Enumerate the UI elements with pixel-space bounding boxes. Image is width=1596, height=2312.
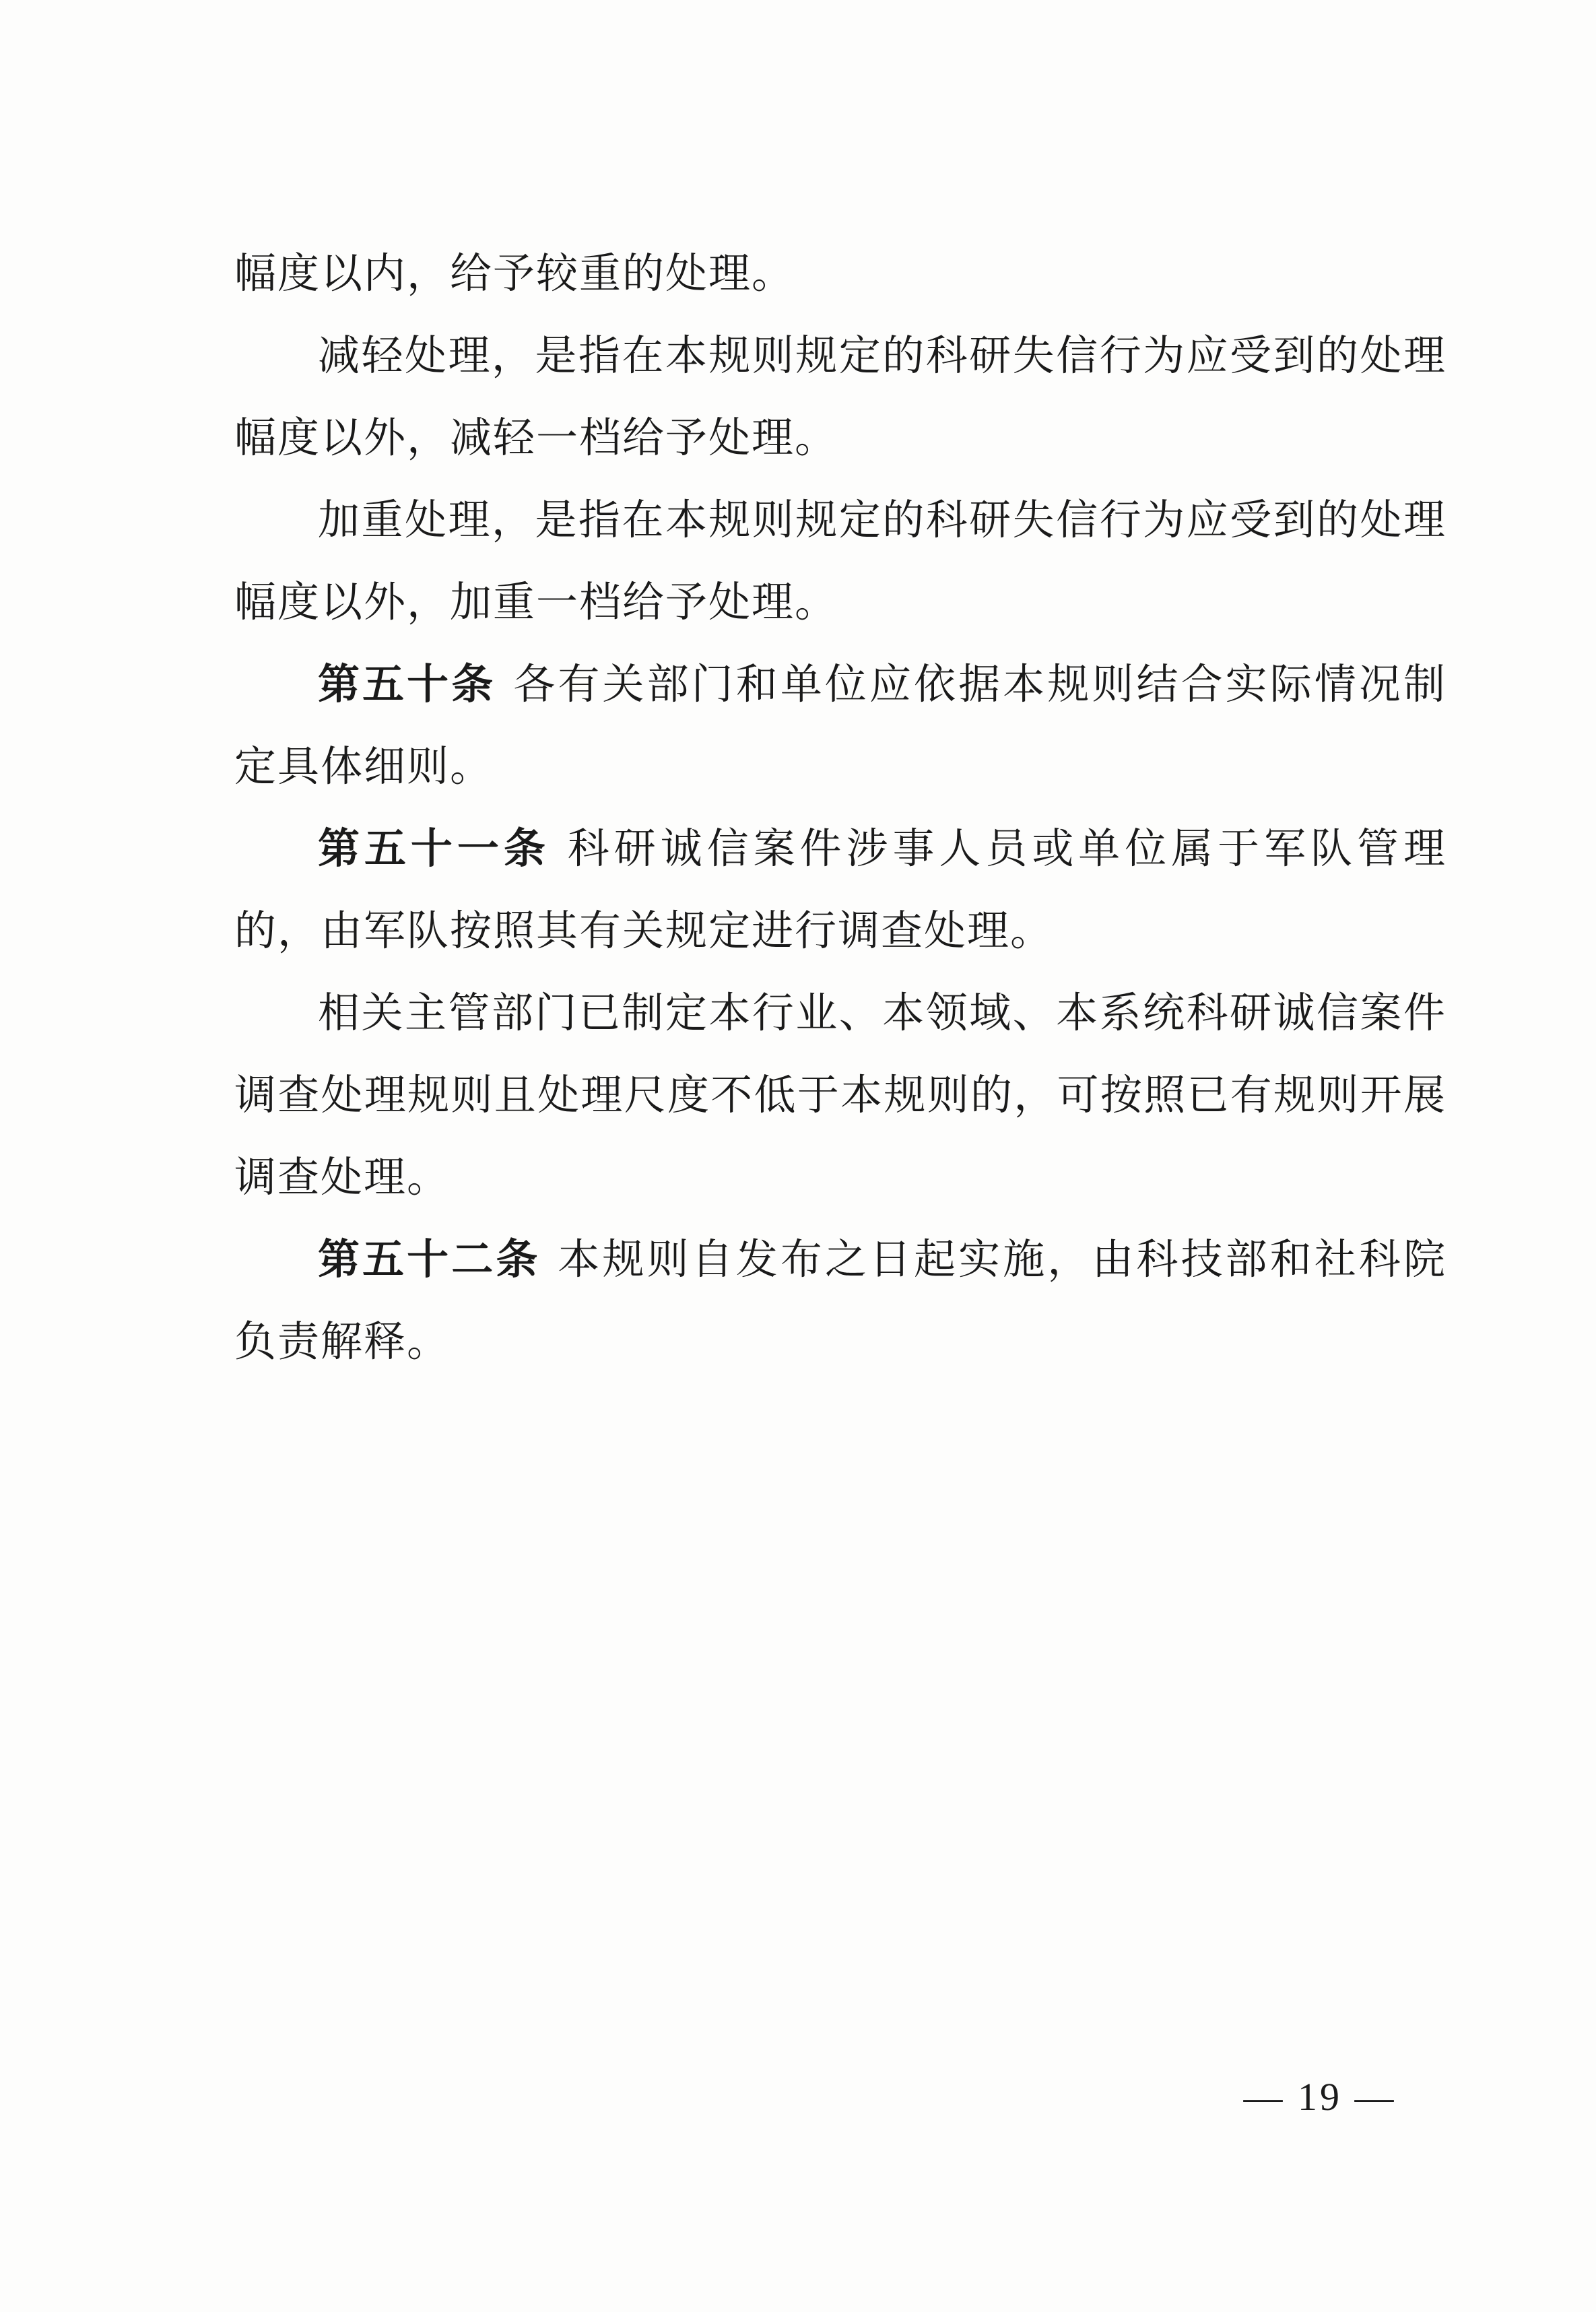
article-number: 第五十二条	[318, 1234, 541, 1284]
paragraph-text: 幅度以内，给予较重的处理。	[234, 249, 795, 298]
paragraph	[234, 972, 1447, 1218]
paragraph	[234, 479, 1447, 643]
article-number: 第五十一条	[318, 824, 550, 873]
paragraph-text: 加重处理，是指在本规则规定的科研失信行为应受到的处理幅度以外，加重一档给予处理。	[234, 495, 1447, 626]
page-number: — 19 —	[1243, 2075, 1397, 2119]
paragraph	[234, 232, 1447, 315]
paragraph-text: 减轻处理，是指在本规则规定的科研失信行为应受到的处理幅度以外，减轻一档给予处理。	[234, 331, 1447, 462]
paragraph-text: 科研诚信案件涉事人员或单位属于军队管理的，由军队按照其有关规定进行调查处理。	[234, 824, 1447, 955]
article-paragraph	[234, 807, 1447, 972]
article-paragraph	[234, 643, 1447, 807]
article-paragraph	[234, 1218, 1447, 1383]
body-text	[234, 232, 1447, 1383]
paragraph	[234, 315, 1447, 479]
paragraph-text: 本规则自发布之日起实施，由科技部和社科院负责解释。	[234, 1234, 1447, 1366]
paragraph-text: 各有关部门和单位应依据本规则结合实际情况制定具体细则。	[234, 659, 1447, 791]
article-number: 第五十条	[318, 659, 496, 708]
paragraph-text: 相关主管部门已制定本行业、本领域、本系统科研诚信案件调查处理规则且处理尺度不低于本规则的，可按照已有规则开展调查处理。	[234, 988, 1447, 1201]
